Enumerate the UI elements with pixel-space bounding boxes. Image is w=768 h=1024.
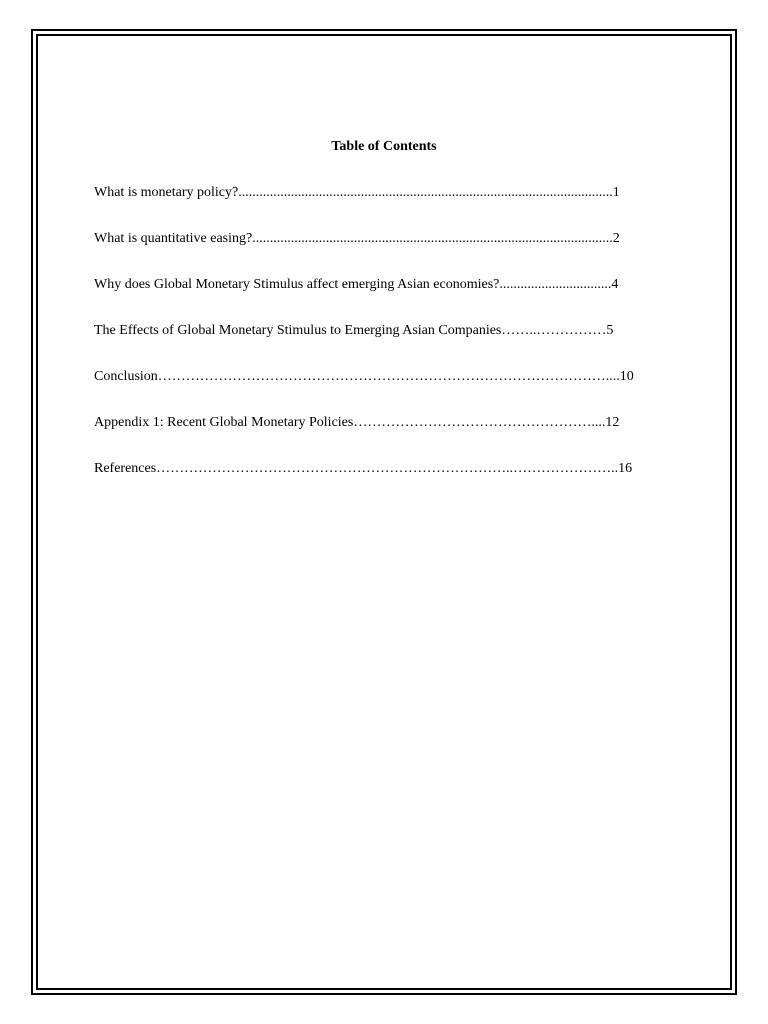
toc-title: Table of Contents (331, 139, 437, 154)
toc-entry-monetary-policy[interactable]: What is monetary policy?...........................................................................................................1 (94, 185, 620, 200)
toc-entry-references[interactable]: References…………………………………………………………………..…………………..16 (94, 461, 633, 476)
page-border-inner (36, 34, 732, 990)
toc-list (94, 184, 675, 506)
toc-entry-quantitative-easing[interactable]: What is quantitative easing?.......................................................................................................2 (94, 231, 620, 246)
toc-entry-why-global-stimulus[interactable]: Why does Global Monetary Stimulus affect emerging Asian economies?................................4 (94, 277, 619, 292)
toc-entry-effects-stimulus[interactable]: The Effects of Global Monetary Stimulus to Emerging Asian Companies……..……………5 (94, 323, 614, 338)
toc-entry-conclusion[interactable]: Conclusion……………………………………………………………………………………....10 (94, 369, 634, 384)
toc-entry-appendix-1[interactable]: Appendix 1: Recent Global Monetary Policies……………………………………………....12 (94, 415, 620, 430)
